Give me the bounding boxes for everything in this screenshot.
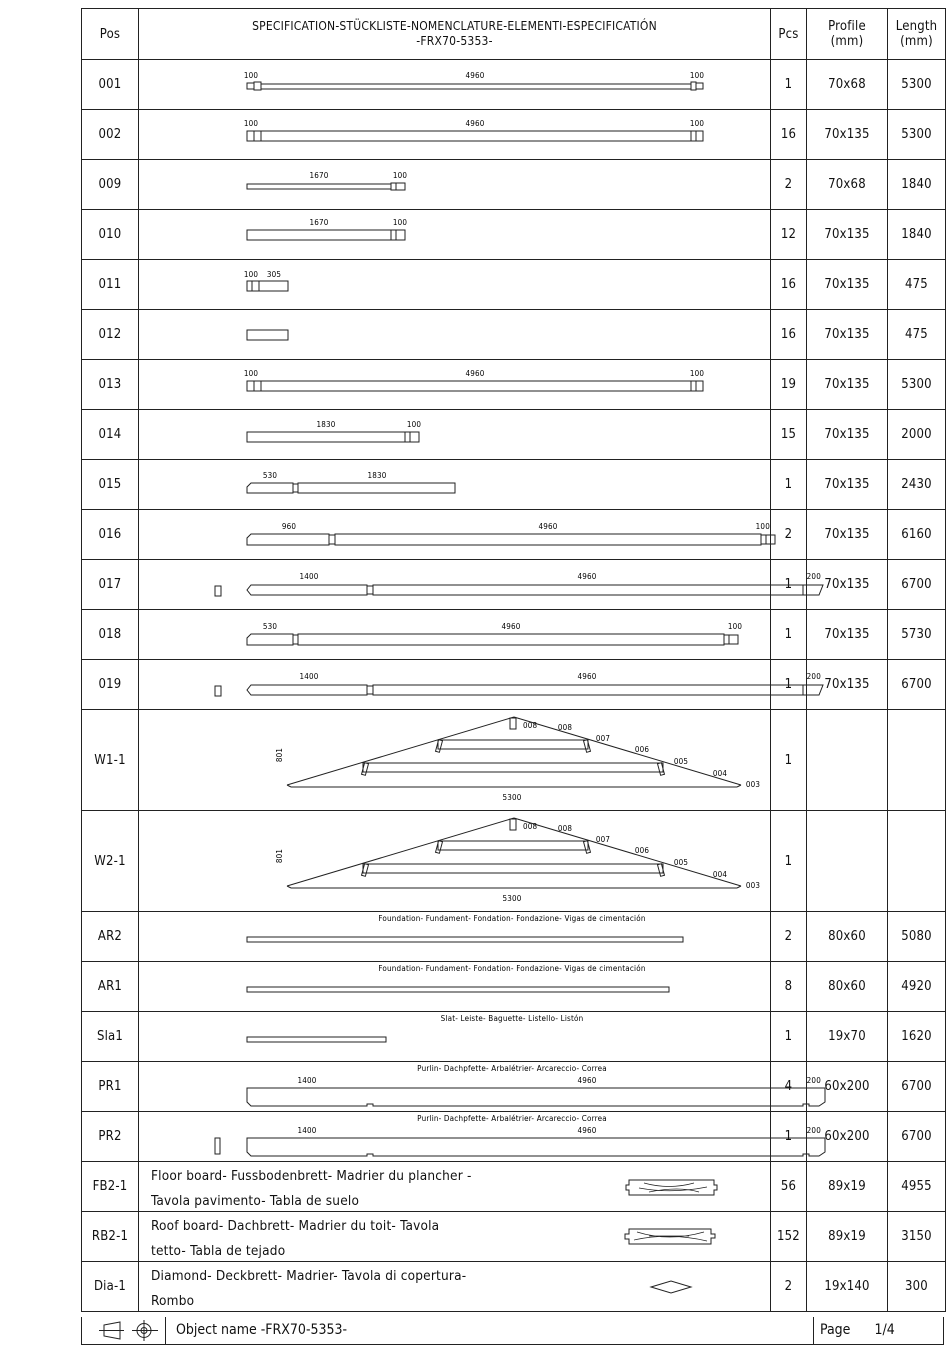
table-row xyxy=(82,811,946,912)
board-profile-icon xyxy=(625,1229,715,1244)
description-line-1: Floor board- Fussbodenbrett- Madrier du plancher - xyxy=(151,1168,472,1184)
row-pcs: 2 xyxy=(771,912,807,962)
row-profile: 70x135 xyxy=(807,460,888,510)
dim-label: 1670 xyxy=(309,218,329,227)
part-drawing xyxy=(139,912,771,962)
part-caption: Foundation- Fundament- Fondation- Fondazione- Vigas de cimentación xyxy=(378,914,646,923)
dim-label: 530 xyxy=(262,622,278,631)
dim-label: 4960 xyxy=(577,572,597,581)
height-label: 801 xyxy=(275,848,284,864)
row-pcs: 4 xyxy=(771,1062,807,1112)
object-name: Object name -FRX70-5353- xyxy=(166,1317,814,1344)
row-profile: 70x135 xyxy=(807,410,888,460)
member-label: 003 xyxy=(745,780,761,789)
table-row xyxy=(82,1112,946,1162)
row-length: 3150 xyxy=(888,1212,946,1262)
dim-label: 100 xyxy=(243,270,259,279)
title-line-1: SPECIFICATION-STÜCKLISTE-NOMENCLATURE-ELEMENTI-ESPECIFICATIÓN xyxy=(252,19,657,33)
dim-label: 4960 xyxy=(538,522,558,531)
row-pcs: 15 xyxy=(771,410,807,460)
row-length: 6700 xyxy=(888,1112,946,1162)
row-pos: 011 xyxy=(82,260,139,310)
dim-label: 200 xyxy=(806,672,821,681)
header-length-label: Length xyxy=(895,19,938,34)
row-length: 1620 xyxy=(888,1012,946,1062)
header-title xyxy=(139,9,771,60)
dim-label: 200 xyxy=(806,1076,821,1085)
row-pcs: 1 xyxy=(771,60,807,110)
part-drawing xyxy=(139,1262,771,1312)
part-drawing xyxy=(139,310,771,360)
part-description xyxy=(151,1164,481,1214)
member-label: 008 xyxy=(557,824,573,833)
row-length: 5730 xyxy=(888,610,946,660)
row-length: 1840 xyxy=(888,160,946,210)
row-profile: 19x140 xyxy=(807,1262,888,1312)
part-drawing xyxy=(139,510,771,560)
row-profile: 80x60 xyxy=(807,962,888,1012)
dim-label: 1670 xyxy=(309,171,329,180)
row-length: 475 xyxy=(888,310,946,360)
part-drawing xyxy=(139,1012,771,1062)
row-pos: W1-1 xyxy=(82,710,139,811)
row-profile: 70x68 xyxy=(807,160,888,210)
row-profile: 80x60 xyxy=(807,912,888,962)
dim-label: 1830 xyxy=(367,471,387,480)
row-profile: 70x68 xyxy=(807,60,888,110)
table-row xyxy=(82,610,946,660)
row-profile: 70x135 xyxy=(807,310,888,360)
table-row xyxy=(82,560,946,610)
row-length: 5300 xyxy=(888,60,946,110)
row-profile: 70x135 xyxy=(807,560,888,610)
part-drawing xyxy=(139,160,771,210)
part-caption: Foundation- Fundament- Fondation- Fondazione- Vigas de cimentación xyxy=(378,964,646,973)
table-row xyxy=(82,310,946,360)
dim-label: 305 xyxy=(266,270,282,279)
row-profile: 70x135 xyxy=(807,360,888,410)
table-row xyxy=(82,110,946,160)
dim-label: 100 xyxy=(727,622,743,631)
member-label: 005 xyxy=(673,757,689,766)
dim-label: 100 xyxy=(755,522,770,531)
row-pos: 010 xyxy=(82,210,139,260)
row-profile: 89x19 xyxy=(807,1162,888,1212)
row-pcs: 8 xyxy=(771,962,807,1012)
row-length: 2430 xyxy=(888,460,946,510)
row-profile: 70x135 xyxy=(807,510,888,560)
row-pcs: 152 xyxy=(771,1212,807,1262)
page-indicator xyxy=(815,1317,943,1344)
row-pos: 009 xyxy=(82,160,139,210)
table-row xyxy=(82,912,946,962)
part-drawing xyxy=(139,1212,771,1262)
part-drawing xyxy=(139,410,771,460)
dim-label: 100 xyxy=(689,71,705,80)
page-label: Page xyxy=(820,1322,851,1338)
dim-label: 4960 xyxy=(577,1126,597,1135)
member-label: 006 xyxy=(634,846,650,855)
table-row xyxy=(82,1262,946,1312)
part-drawing xyxy=(139,460,771,510)
table-row xyxy=(82,160,946,210)
dim-label: 530 xyxy=(262,471,278,480)
part-drawing xyxy=(139,360,771,410)
row-length: 1840 xyxy=(888,210,946,260)
row-pcs: 1 xyxy=(771,1112,807,1162)
row-pcs: 16 xyxy=(771,110,807,160)
description-line-2: tetto- Tabla de tejado xyxy=(151,1243,286,1259)
description-line-2: Tavola pavimento- Tabla de suelo xyxy=(151,1193,360,1209)
row-pos: 018 xyxy=(82,610,139,660)
row-pos: PR1 xyxy=(82,1062,139,1112)
row-pcs: 19 xyxy=(771,360,807,410)
span-label: 5300 xyxy=(502,793,522,802)
dim-label: 100 xyxy=(392,218,408,227)
row-profile xyxy=(807,811,888,912)
specification-table xyxy=(81,8,946,1312)
dim-label: 1400 xyxy=(299,672,319,681)
table-row xyxy=(82,1212,946,1262)
row-pcs: 1 xyxy=(771,1012,807,1062)
row-pos: RB2-1 xyxy=(82,1212,139,1262)
dim-label: 100 xyxy=(392,171,408,180)
dim-label: 100 xyxy=(689,369,705,378)
row-pos: 013 xyxy=(82,360,139,410)
row-pcs: 16 xyxy=(771,310,807,360)
dim-label: 100 xyxy=(243,119,259,128)
row-profile: 89x19 xyxy=(807,1212,888,1262)
row-length: 475 xyxy=(888,260,946,310)
row-length xyxy=(888,811,946,912)
part-description xyxy=(151,1214,481,1264)
table-row xyxy=(82,510,946,560)
row-pos: 015 xyxy=(82,460,139,510)
member-label: 003 xyxy=(745,881,761,890)
row-profile: 70x135 xyxy=(807,260,888,310)
projection-icon xyxy=(82,1317,165,1344)
board-profile-icon xyxy=(626,1180,717,1195)
dim-label: 960 xyxy=(281,522,297,531)
table-row xyxy=(82,460,946,510)
table-row xyxy=(82,410,946,460)
row-pcs: 2 xyxy=(771,160,807,210)
member-label: 004 xyxy=(712,870,728,879)
member-label: 005 xyxy=(673,858,689,867)
row-pos: AR1 xyxy=(82,962,139,1012)
row-pcs: 1 xyxy=(771,811,807,912)
member-label: 008 xyxy=(557,723,573,732)
member-label: 004 xyxy=(712,769,728,778)
header-profile xyxy=(807,9,888,60)
description-line-1: Roof board- Dachbrett- Madrier du toit- Tavola xyxy=(151,1218,440,1234)
part-caption: Slat- Leiste- Baguette- Listello- Listón xyxy=(440,1014,584,1023)
row-pcs: 2 xyxy=(771,510,807,560)
part-drawing xyxy=(139,260,771,310)
page-number: 1/4 xyxy=(874,1322,895,1338)
row-length xyxy=(888,710,946,811)
specification-sheet xyxy=(81,8,944,1346)
span-label: 5300 xyxy=(502,894,522,903)
row-pos: FB2-1 xyxy=(82,1162,139,1212)
row-length: 2000 xyxy=(888,410,946,460)
part-description xyxy=(151,1264,481,1314)
member-label: 007 xyxy=(595,734,611,743)
row-pos: W2-1 xyxy=(82,811,139,912)
title-line-2: -FRX70-5353- xyxy=(416,34,493,48)
dim-label: 1400 xyxy=(299,572,319,581)
dim-label: 4960 xyxy=(465,369,485,378)
header-profile-unit: (mm) xyxy=(830,34,864,49)
row-length: 6700 xyxy=(888,560,946,610)
row-length: 6700 xyxy=(888,1062,946,1112)
dim-label: 100 xyxy=(243,71,259,80)
row-pos: Sla1 xyxy=(82,1012,139,1062)
row-pcs: 1 xyxy=(771,710,807,811)
row-length: 6160 xyxy=(888,510,946,560)
header-pcs: Pcs xyxy=(771,9,807,60)
row-pos: PR2 xyxy=(82,1112,139,1162)
part-drawing xyxy=(139,610,771,660)
part-drawing xyxy=(139,110,771,160)
row-profile: 60x200 xyxy=(807,1112,888,1162)
table-row xyxy=(82,962,946,1012)
row-length: 5080 xyxy=(888,912,946,962)
row-pos: AR2 xyxy=(82,912,139,962)
table-header xyxy=(82,9,946,60)
row-pos: 017 xyxy=(82,560,139,610)
description-line-1: Diamond- Deckbrett- Madrier- Tavola di copertura- xyxy=(151,1268,467,1284)
row-length: 5300 xyxy=(888,360,946,410)
dim-label: 4960 xyxy=(501,622,521,631)
dim-label: 1400 xyxy=(297,1126,317,1135)
row-profile: 60x200 xyxy=(807,1062,888,1112)
dim-label: 4960 xyxy=(465,71,485,80)
dim-label: 100 xyxy=(689,119,705,128)
row-length: 4955 xyxy=(888,1162,946,1212)
row-pcs: 16 xyxy=(771,260,807,310)
truss-drawing xyxy=(139,710,771,811)
row-pos: 014 xyxy=(82,410,139,460)
dim-label: 1830 xyxy=(316,420,336,429)
row-pos: 016 xyxy=(82,510,139,560)
row-pos: 001 xyxy=(82,60,139,110)
truss-drawing xyxy=(139,811,771,912)
dim-label: 200 xyxy=(806,1126,821,1135)
part-drawing xyxy=(139,1062,821,1112)
row-pcs: 1 xyxy=(771,460,807,510)
row-pos: 019 xyxy=(82,660,139,710)
row-length: 4920 xyxy=(888,962,946,1012)
height-label: 801 xyxy=(275,747,284,763)
dim-label: 200 xyxy=(806,572,821,581)
dim-label: 4960 xyxy=(577,1076,597,1085)
dim-label: 1400 xyxy=(297,1076,317,1085)
dim-label: 100 xyxy=(243,369,259,378)
row-pos: 012 xyxy=(82,310,139,360)
row-profile: 70x135 xyxy=(807,110,888,160)
header-profile-label: Profile xyxy=(828,19,866,34)
member-label: 008 xyxy=(523,822,538,831)
row-profile: 70x135 xyxy=(807,210,888,260)
member-label: 006 xyxy=(634,745,650,754)
table-row xyxy=(82,1162,946,1212)
row-pcs: 2 xyxy=(771,1262,807,1312)
table-row xyxy=(82,660,946,710)
part-drawing xyxy=(139,1112,821,1162)
member-label: 007 xyxy=(595,835,611,844)
row-length: 300 xyxy=(888,1262,946,1312)
row-profile: 70x135 xyxy=(807,610,888,660)
projection-symbol xyxy=(82,1317,166,1344)
part-drawing xyxy=(139,660,821,710)
table-row xyxy=(82,1062,946,1112)
row-pos: Dia-1 xyxy=(82,1262,139,1312)
row-length: 5300 xyxy=(888,110,946,160)
part-drawing xyxy=(139,60,771,110)
row-profile xyxy=(807,710,888,811)
description-line-2: Rombo xyxy=(151,1293,195,1309)
header-pos: Pos xyxy=(82,9,139,60)
diamond-icon xyxy=(651,1281,691,1293)
row-pcs: 12 xyxy=(771,210,807,260)
part-drawing xyxy=(139,210,771,260)
table-row xyxy=(82,260,946,310)
dim-label: 4960 xyxy=(577,672,597,681)
row-profile: 70x135 xyxy=(807,660,888,710)
table-row xyxy=(82,210,946,260)
row-pcs: 56 xyxy=(771,1162,807,1212)
row-length: 6700 xyxy=(888,660,946,710)
row-pos: 002 xyxy=(82,110,139,160)
table-row xyxy=(82,360,946,410)
part-drawing xyxy=(139,1162,771,1212)
row-pcs: 1 xyxy=(771,660,807,710)
part-caption: Purlin- Dachpfette- Arbalétrier- Arcareccio- Correa xyxy=(417,1064,607,1073)
table-row xyxy=(82,1012,946,1062)
part-caption: Purlin- Dachpfette- Arbalétrier- Arcareccio- Correa xyxy=(417,1114,607,1123)
row-pcs: 1 xyxy=(771,610,807,660)
row-pcs: 1 xyxy=(771,560,807,610)
table-row xyxy=(82,710,946,811)
header-length-unit: (mm) xyxy=(900,34,933,49)
row-profile: 19x70 xyxy=(807,1012,888,1062)
table-row xyxy=(82,60,946,110)
dim-label: 4960 xyxy=(465,119,485,128)
header-length xyxy=(888,9,946,60)
part-drawing xyxy=(139,560,821,610)
dim-label: 100 xyxy=(406,420,422,429)
title-block xyxy=(81,1317,944,1345)
member-label: 008 xyxy=(523,721,538,730)
part-drawing xyxy=(139,962,771,1012)
